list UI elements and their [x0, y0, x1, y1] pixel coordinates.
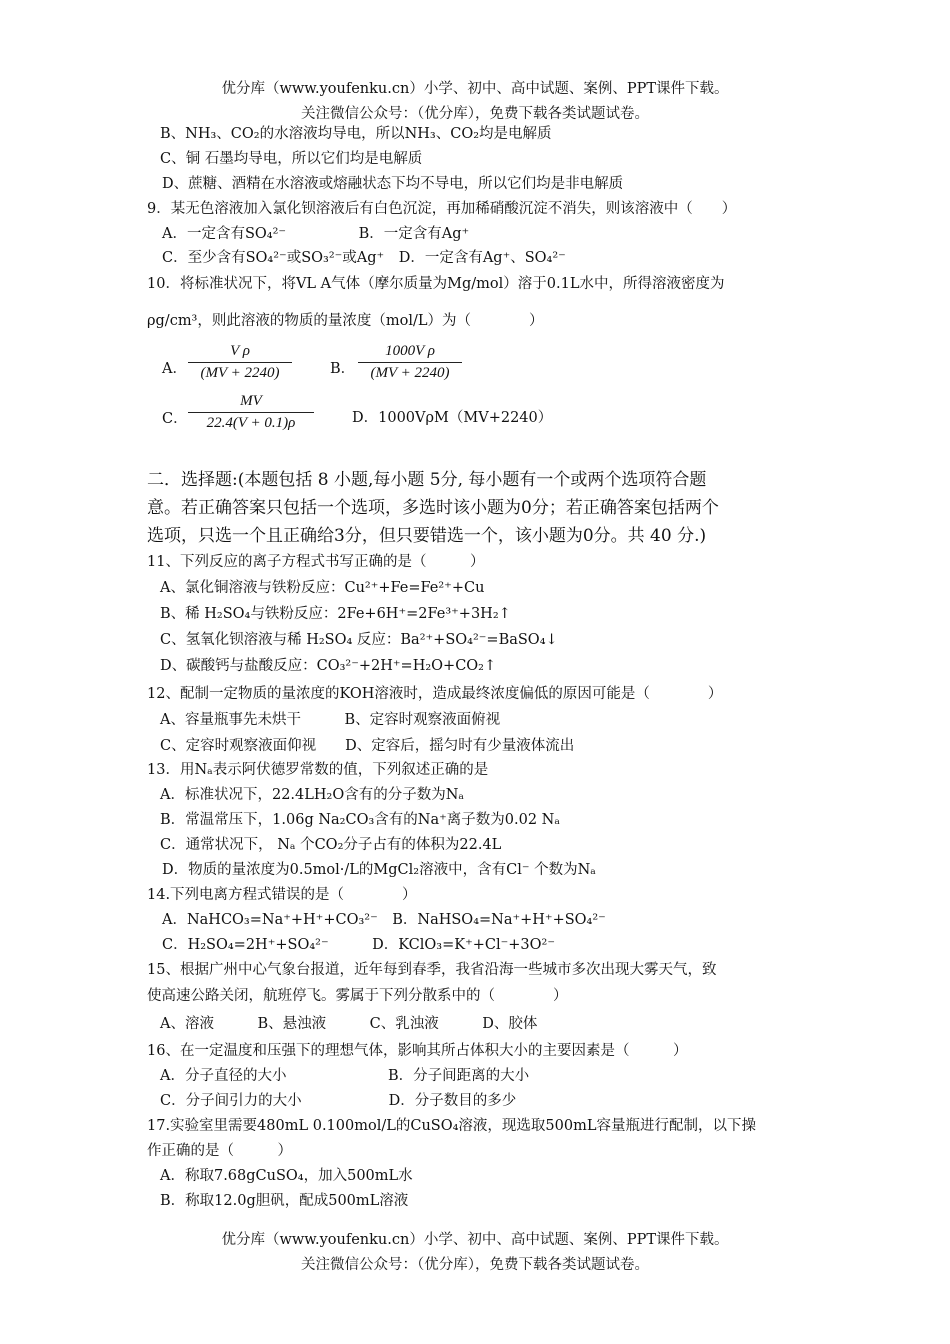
q11-option-b: B、稀 H₂SO₄与铁粉反应：2Fe+6H⁺=2Fe³⁺+3H₂↑ [160, 606, 511, 622]
q13-option-b: B．常温常压下，1.06g Na₂CO₃含有的Na⁺离子数为0.02 Nₐ [160, 812, 560, 828]
q10-c-fraction [188, 393, 314, 432]
q12-options-ab: A、容量瓶事先未烘干 B、定容时观察液面俯视 [160, 712, 501, 728]
q14-options-cd: C．H₂SO₄=2H⁺+SO₄²⁻ D．KClO₃=K⁺+Cl⁻+3O²⁻ [162, 937, 556, 953]
q10-c-numerator: MV [240, 393, 262, 409]
fraction-bar [188, 412, 314, 413]
q9-options-cd: C．至少含有SO₄²⁻或SO₃²⁻或Ag⁺ D．一定含有Ag⁺、SO₄²⁻ [162, 250, 566, 266]
q10-a-numerator: V ρ [230, 343, 250, 359]
q17-option-a: A．称取7.68gCuSO₄，加入500mL水 [160, 1168, 413, 1184]
section2-heading-1: 二．选择题:(本题包括 8 小题,每小题 5分, 每小题有一个或两个选项符合题 [147, 470, 707, 490]
q13-option-c: C．通常状况下， Nₐ 个CO₂分子占有的体积为22.4L [160, 837, 502, 853]
q13-option-a: A．标准状况下，22.4LH₂O含有的分子数为Nₐ [160, 787, 465, 803]
q10-b-label: B． [330, 361, 356, 377]
footer-line-2: 关注微信公众号：（优分库），免费下载各类试题试卷。 [301, 1257, 649, 1273]
q11-option-a: A、氯化铜溶液与铁粉反应：Cu²⁺+Fe=Fe²⁺+Cu [160, 580, 485, 596]
q12-stem: 12、配制一定物质的量浓度的KOH溶液时，造成最终浓度偏低的原因可能是（ ） [147, 686, 723, 702]
header-line-2: 关注微信公众号：（优分库），免费下载各类试题试卷。 [301, 106, 649, 122]
q10-a-label: A． [162, 361, 187, 377]
q9-stem: 9．某无色溶液加入氯化钡溶液后有白色沉淀，再加稀硝酸沉淀不消失，则该溶液中（ ） [147, 201, 737, 217]
q13-option-d: D．物质的量浓度为0.5mol·/L的MgCl₂溶液中，含有Cl⁻ 个数为Nₐ [162, 862, 596, 878]
q10-a-denominator: (MV + 2240) [200, 365, 280, 381]
header-line-1: 优分库（www.youfenku.cn）小学、初中、高中试题、案例、PPT课件下载。 [221, 81, 729, 97]
q16-options-ab: A．分子直径的大小 B．分子间距离的大小 [160, 1068, 530, 1084]
fraction-bar [358, 362, 462, 363]
section2-heading-2: 意。若正确答案只包括一个选项，多选时该小题为0分；若正确答案包括两个 [147, 498, 719, 518]
q10-a-fraction [188, 343, 292, 382]
fraction-bar [188, 362, 292, 363]
q8-option-c: C、铜 石墨均导电，所以它们均是电解质 [160, 151, 423, 167]
q11-stem: 11、下列反应的离子方程式书写正确的是（ ） [147, 554, 485, 570]
section2-heading-3: 选项，只选一个且正确给3分，但只要错选一个，该小题为0分。共 40 分.) [147, 526, 707, 546]
q9-options-ab: A．一定含有SO₄²⁻ B．一定含有Ag⁺ [162, 226, 470, 242]
q8-option-d: D、蔗糖、酒精在水溶液或熔融状态下均不导电，所以它们均是非电解质 [162, 176, 624, 192]
q11-option-d: D、碳酸钙与盐酸反应：CO₃²⁻+2H⁺=H₂O+CO₂↑ [160, 658, 497, 674]
q8-option-b: B、NH₃、CO₂的水溶液均导电，所以NH₃、CO₂均是电解质 [160, 126, 552, 142]
q10-b-denominator: (MV + 2240) [370, 365, 450, 381]
footer-line-1: 优分库（www.youfenku.cn）小学、初中、高中试题、案例、PPT课件下载。 [221, 1232, 729, 1248]
q16-stem: 16、在一定温度和压强下的理想气体，影响其所占体积大小的主要因素是（ ） [147, 1043, 688, 1059]
q13-stem: 13．用Nₐ表示阿伏德罗常数的值，下列叙述正确的是 [147, 762, 489, 778]
q15-stem-2: 使高速公路关闭，航班停飞。雾属于下列分散系中的（ ） [147, 988, 568, 1004]
q14-stem: 14.下列电离方程式错误的是（ ） [147, 887, 417, 903]
q15-options: A、溶液 B、悬浊液 C、乳浊液 D、胶体 [160, 1016, 538, 1032]
q10-b-numerator: 1000V ρ [385, 343, 435, 359]
q10-c-denominator: 22.4(V + 0.1)ρ [206, 415, 296, 431]
q10-stem-2: ρg/cm³，则此溶液的物质的量浓度（mol/L）为（ ） [147, 313, 544, 329]
q10-option-d: D．1000VρM（MV+2240） [352, 410, 553, 426]
q11-option-c: C、氢氧化钡溶液与稀 H₂SO₄ 反应：Ba²⁺+SO₄²⁻=BaSO₄↓ [160, 632, 558, 648]
q10-b-fraction [358, 343, 462, 382]
q16-options-cd: C．分子间引力的大小 D．分子数目的多少 [160, 1093, 517, 1109]
q10-stem: 10．将标准状况下，将VL A气体（摩尔质量为Mg/mol）溶于0.1L水中，所得溶液密度为 [147, 276, 725, 292]
q10-c-label: C． [162, 411, 188, 427]
q17-stem-2: 作正确的是（ ） [147, 1143, 292, 1159]
q12-options-cd: C、定容时观察液面仰视 D、定容后，摇匀时有少量液体流出 [160, 738, 575, 754]
q15-stem: 15、根据广州中心气象台报道，近年每到春季，我省沿海一些城市多次出现大雾天气，致 [147, 962, 717, 978]
q17-option-b: B．称取12.0g胆矾，配成500mL溶液 [160, 1193, 409, 1209]
q14-options-ab: A．NaHCO₃=Na⁺+H⁺+CO₃²⁻ B．NaHSO₄=Na⁺+H⁺+SO₄²⁻ [162, 912, 606, 928]
q17-stem: 17.实验室里需要480mL 0.100mol/L的CuSO₄溶液，现选取500mL容量瓶进行配制，以下操 [147, 1118, 756, 1134]
